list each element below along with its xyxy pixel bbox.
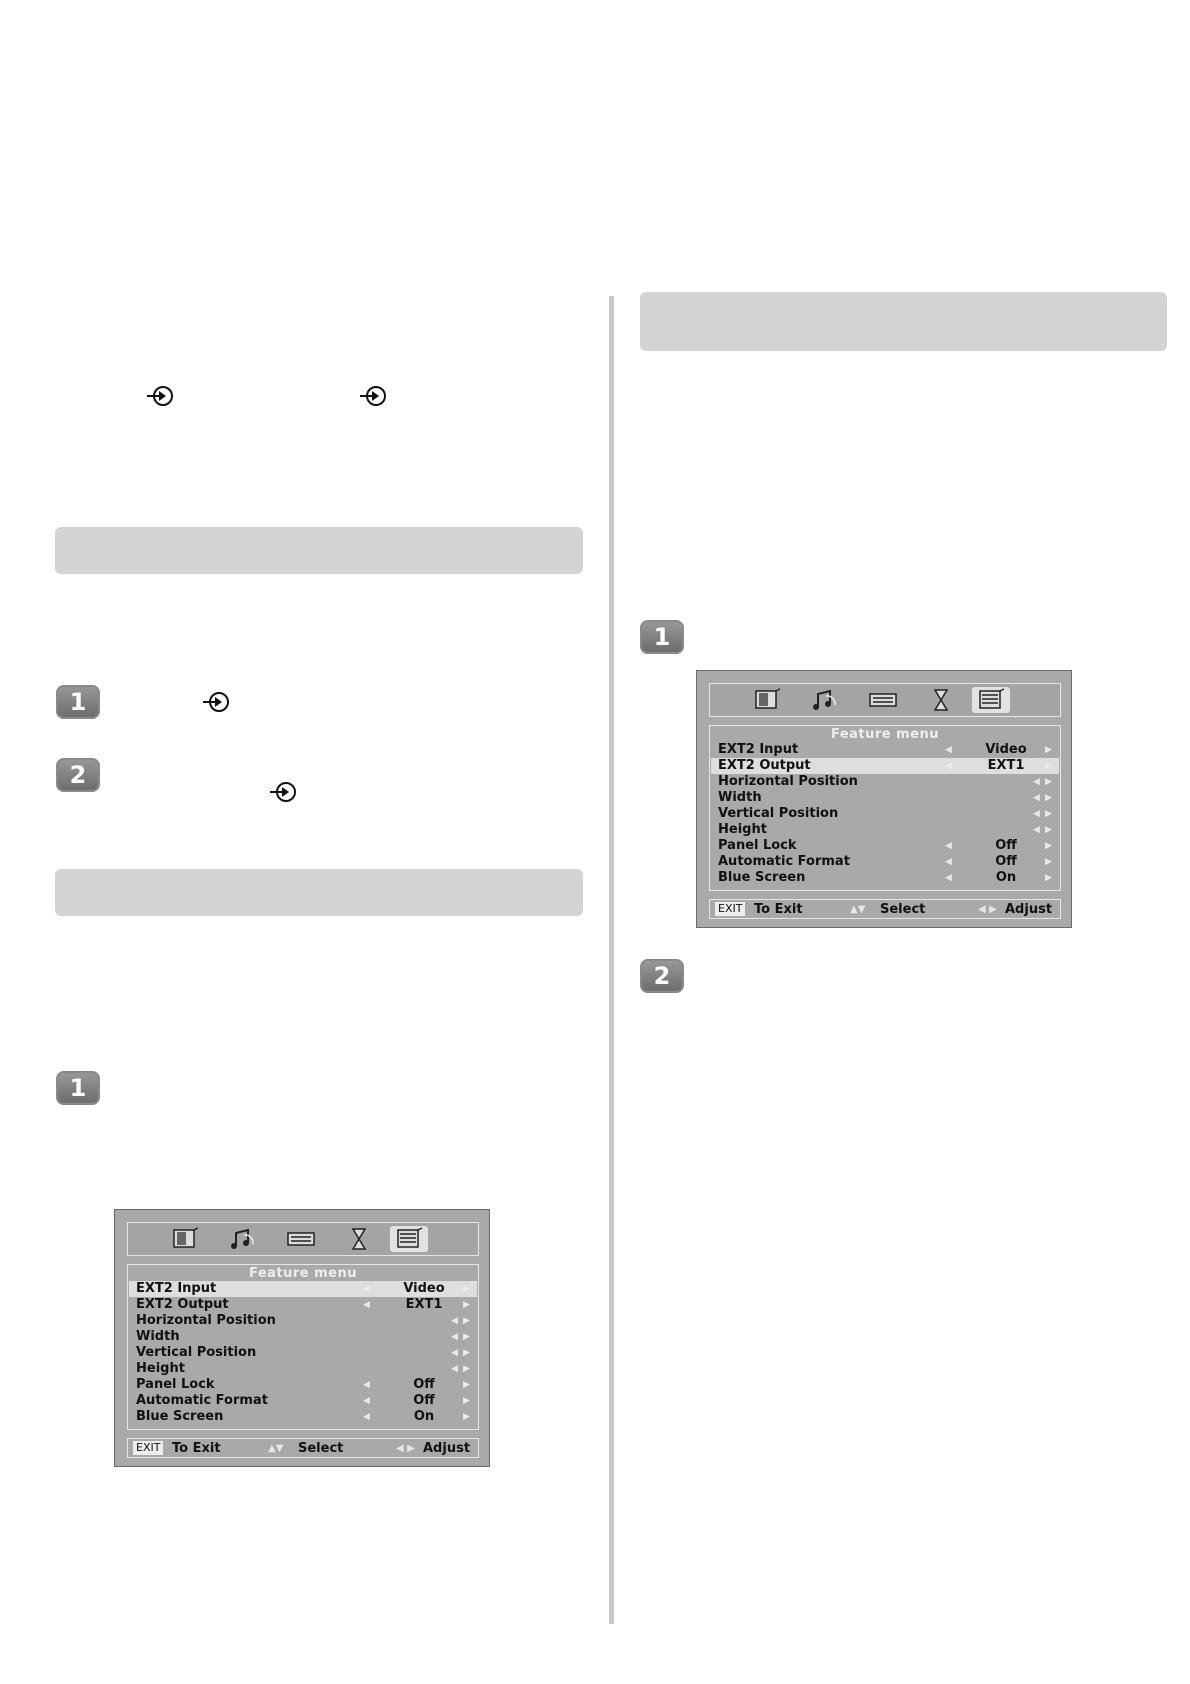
menu-row-value: On bbox=[413, 1409, 435, 1424]
menu-row-label: EXT2 Output bbox=[718, 758, 811, 773]
right-arrow-icon: ▶ bbox=[463, 1380, 470, 1390]
adjust-label: Adjust bbox=[423, 1441, 471, 1456]
up-down-arrows-icon: ▲▼ bbox=[850, 904, 866, 915]
left-right-arrows-icon: ◀ ▶ bbox=[978, 904, 997, 915]
menu-row-label: Height bbox=[718, 822, 767, 837]
menu-row-label: Panel Lock bbox=[136, 1377, 215, 1392]
menu-row-label: Width bbox=[136, 1329, 180, 1344]
left-arrow-icon: ◀ bbox=[1033, 809, 1040, 819]
input-select-icon bbox=[201, 690, 231, 714]
menu-row-value: Video bbox=[403, 1281, 445, 1296]
left-arrow-icon: ◀ bbox=[363, 1284, 370, 1294]
left-arrow-icon: ◀ bbox=[945, 873, 952, 883]
section-header-bar-left-1 bbox=[55, 527, 583, 574]
exit-key: EXIT bbox=[133, 1441, 163, 1455]
menu-row-value: Off bbox=[995, 838, 1017, 853]
menu-row-label: Blue Screen bbox=[136, 1409, 224, 1424]
menu-row-label: EXT2 Output bbox=[136, 1297, 229, 1312]
menu-row-value: Off bbox=[995, 854, 1017, 869]
menu-row-label: Panel Lock bbox=[718, 838, 797, 853]
menu-row-value: Off bbox=[413, 1393, 435, 1408]
feature-menu-screenshot bbox=[696, 670, 1072, 928]
menu-row-value: EXT1 bbox=[405, 1297, 443, 1312]
step-badge-1: 1 bbox=[56, 1071, 100, 1105]
menu-row[interactable] bbox=[129, 1345, 477, 1361]
menu-row-label: Width bbox=[718, 790, 762, 805]
menu-row[interactable] bbox=[129, 1329, 477, 1345]
menu-row-label: EXT2 Input bbox=[136, 1281, 217, 1296]
right-arrow-icon: ▶ bbox=[463, 1396, 470, 1406]
section-header-bar-left-2 bbox=[55, 869, 583, 916]
left-arrow-icon: ◀ bbox=[945, 745, 952, 755]
feature-icon bbox=[390, 1226, 428, 1252]
settings-icon bbox=[282, 1226, 320, 1252]
sound-icon bbox=[806, 687, 844, 713]
step-badge-1: 1 bbox=[56, 685, 100, 719]
right-arrow-icon: ▶ bbox=[1045, 745, 1052, 755]
left-arrow-icon: ◀ bbox=[363, 1412, 370, 1422]
menu-row[interactable] bbox=[129, 1361, 477, 1377]
input-select-icon bbox=[358, 384, 388, 408]
right-arrow-icon: ▶ bbox=[1045, 809, 1052, 819]
left-arrow-icon: ◀ bbox=[1033, 777, 1040, 787]
right-arrow-icon: ▶ bbox=[1045, 761, 1052, 771]
left-arrow-icon: ◀ bbox=[451, 1316, 458, 1326]
menu-row[interactable] bbox=[711, 758, 1059, 774]
menu-row[interactable] bbox=[711, 742, 1059, 758]
right-arrow-icon: ▶ bbox=[1045, 825, 1052, 835]
menu-row[interactable] bbox=[129, 1313, 477, 1329]
left-arrow-icon: ◀ bbox=[363, 1396, 370, 1406]
right-arrow-icon: ▶ bbox=[1045, 793, 1052, 803]
right-arrow-icon: ▶ bbox=[463, 1348, 470, 1358]
menu-title: Feature menu bbox=[830, 727, 940, 742]
section-header-bar-right bbox=[640, 292, 1167, 351]
right-arrow-icon: ▶ bbox=[1045, 841, 1052, 851]
menu-row[interactable] bbox=[129, 1281, 477, 1297]
menu-footer bbox=[127, 1438, 479, 1458]
menu-row[interactable] bbox=[711, 790, 1059, 806]
menu-row[interactable] bbox=[129, 1409, 477, 1425]
menu-row[interactable] bbox=[711, 870, 1059, 886]
menu-row[interactable] bbox=[711, 838, 1059, 854]
menu-row[interactable] bbox=[711, 774, 1059, 790]
menu-row-value: Video bbox=[985, 742, 1027, 757]
up-down-arrows-icon: ▲▼ bbox=[268, 1443, 284, 1454]
left-arrow-icon: ◀ bbox=[945, 761, 952, 771]
select-label: Select bbox=[880, 902, 926, 917]
adjust-label: Adjust bbox=[1005, 902, 1053, 917]
step-badge-1: 1 bbox=[640, 620, 684, 654]
left-arrow-icon: ◀ bbox=[363, 1380, 370, 1390]
timer-icon bbox=[922, 687, 960, 713]
feature-icon bbox=[972, 687, 1010, 713]
menu-row-label: Vertical Position bbox=[136, 1345, 257, 1360]
menu-row-value: On bbox=[995, 870, 1017, 885]
left-arrow-icon: ◀ bbox=[363, 1300, 370, 1310]
menu-row-label: Automatic Format bbox=[718, 854, 850, 869]
menu-row[interactable] bbox=[129, 1297, 477, 1313]
right-arrow-icon: ▶ bbox=[1045, 873, 1052, 883]
right-arrow-icon: ▶ bbox=[463, 1300, 470, 1310]
exit-label: To Exit bbox=[754, 902, 803, 917]
feature-menu-list bbox=[127, 1264, 479, 1430]
settings-icon bbox=[864, 687, 902, 713]
left-arrow-icon: ◀ bbox=[451, 1332, 458, 1342]
left-arrow-icon: ◀ bbox=[1033, 825, 1040, 835]
timer-icon bbox=[340, 1226, 378, 1252]
menu-row-label: Height bbox=[136, 1361, 185, 1376]
menu-row[interactable] bbox=[711, 854, 1059, 870]
column-divider bbox=[609, 296, 614, 1624]
input-select-icon bbox=[268, 780, 298, 804]
right-arrow-icon: ▶ bbox=[463, 1412, 470, 1422]
step-badge-2: 2 bbox=[640, 959, 684, 993]
picture-icon bbox=[748, 687, 786, 713]
left-right-arrows-icon: ◀ ▶ bbox=[396, 1443, 415, 1454]
right-arrow-icon: ▶ bbox=[463, 1332, 470, 1342]
menu-icon-bar bbox=[709, 683, 1061, 717]
right-arrow-icon: ▶ bbox=[463, 1284, 470, 1294]
right-arrow-icon: ▶ bbox=[1045, 777, 1052, 787]
menu-title: Feature menu bbox=[248, 1266, 358, 1281]
menu-row-label: Automatic Format bbox=[136, 1393, 268, 1408]
right-arrow-icon: ▶ bbox=[463, 1364, 470, 1374]
menu-icon-bar bbox=[127, 1222, 479, 1256]
menu-row[interactable] bbox=[711, 806, 1059, 822]
step-badge-2: 2 bbox=[56, 758, 100, 792]
input-select-icon bbox=[145, 384, 175, 408]
left-arrow-icon: ◀ bbox=[451, 1348, 458, 1358]
left-arrow-icon: ◀ bbox=[945, 857, 952, 867]
right-arrow-icon: ▶ bbox=[1045, 857, 1052, 867]
menu-row-label: Horizontal Position bbox=[718, 774, 858, 789]
sound-icon bbox=[224, 1226, 262, 1252]
feature-menu-screenshot bbox=[114, 1209, 490, 1467]
menu-footer bbox=[709, 899, 1061, 919]
right-arrow-icon: ▶ bbox=[463, 1316, 470, 1326]
menu-row-label: Blue Screen bbox=[718, 870, 806, 885]
menu-row[interactable] bbox=[711, 822, 1059, 838]
menu-row-label: EXT2 Input bbox=[718, 742, 799, 757]
menu-row[interactable] bbox=[129, 1393, 477, 1409]
left-arrow-icon: ◀ bbox=[451, 1364, 458, 1374]
exit-key: EXIT bbox=[715, 902, 745, 916]
exit-label: To Exit bbox=[172, 1441, 221, 1456]
select-label: Select bbox=[298, 1441, 344, 1456]
picture-icon bbox=[166, 1226, 204, 1252]
menu-row-value: EXT1 bbox=[987, 758, 1025, 773]
menu-row-label: Horizontal Position bbox=[136, 1313, 276, 1328]
feature-menu-list bbox=[709, 725, 1061, 891]
menu-row-label: Vertical Position bbox=[718, 806, 839, 821]
menu-row[interactable] bbox=[129, 1377, 477, 1393]
left-arrow-icon: ◀ bbox=[945, 841, 952, 851]
menu-row-value: Off bbox=[413, 1377, 435, 1392]
left-arrow-icon: ◀ bbox=[1033, 793, 1040, 803]
